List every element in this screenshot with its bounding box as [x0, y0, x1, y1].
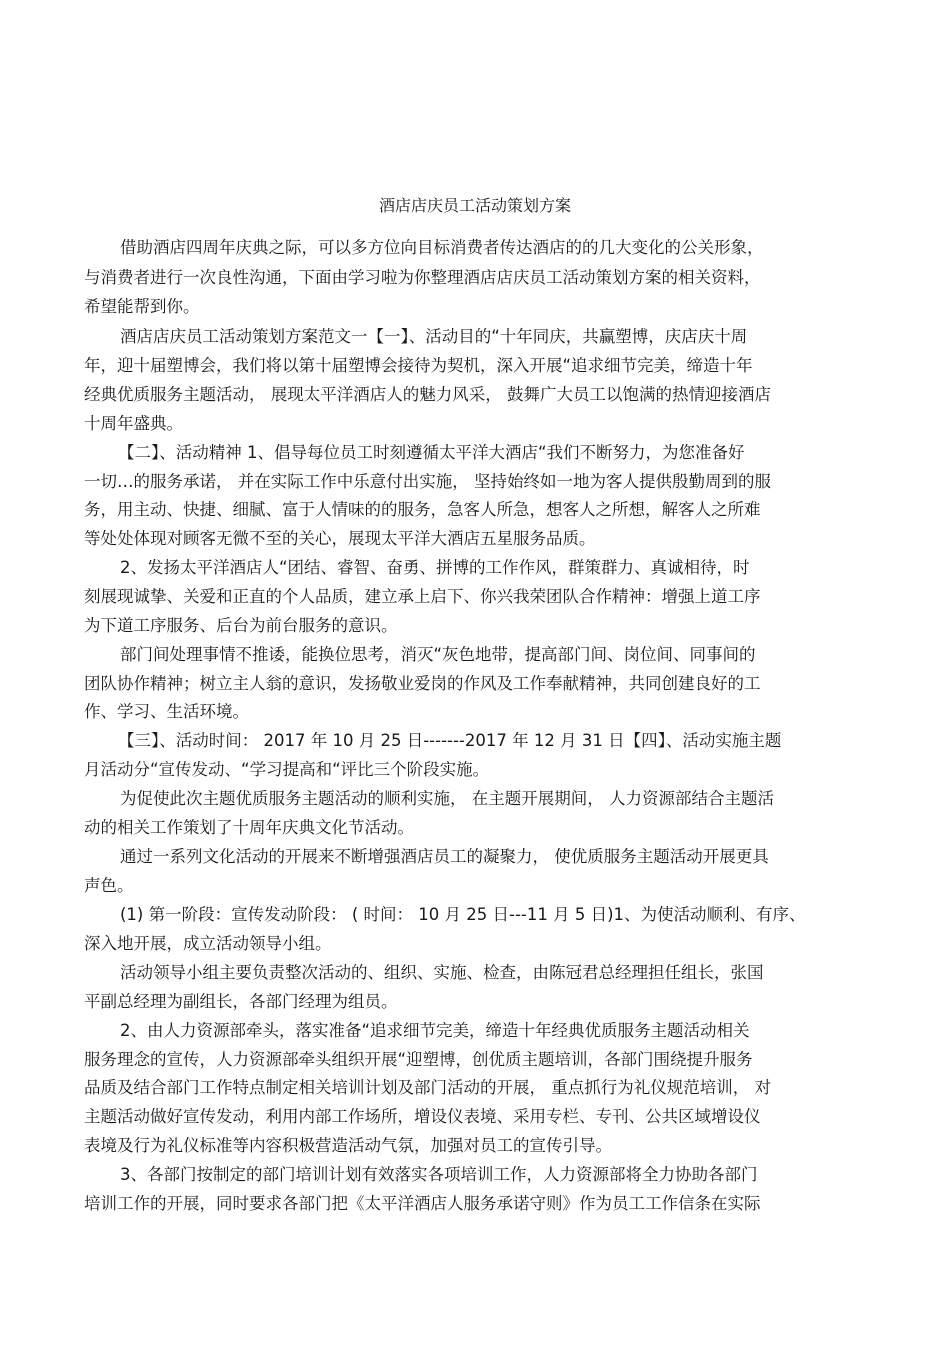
paragraph-line: 务，用主动、快捷、细腻、富于人情味的的服务，急客人所急，想客人之所想，解客人之所难	[84, 500, 761, 519]
paragraph-line: 等处处体现对顾客无微不至的关心，展现太平洋大酒店五星服务品质。	[84, 529, 596, 548]
paragraph-line: 平副总经理为副组长，各部门经理为组员。	[84, 992, 398, 1011]
paragraph-line: 深入地开展，成立活动领导小组。	[84, 934, 332, 953]
paragraph-line: 声色。	[84, 876, 134, 895]
paragraph-line: 2、发扬太平洋酒店人“团结、睿智、奋勇、拼博的工作作风，群策群力、真诚相待，时	[120, 558, 750, 577]
paragraph-line: 活动领导小组主要负责整次活动的、组织、实施、检查，由陈冠君总经理担任组长，张国	[120, 963, 764, 982]
paragraph-line: 培训工作的开展，同时要求各部门把《太平洋酒店人服务承诺守则》作为员工工作信条在实际	[84, 1194, 761, 1213]
paragraph-line: 表境及行为礼仪标准等内容积极营造活动气氛，加强对员工的宣传引导。	[84, 1136, 612, 1155]
paragraph-line: 【三】、活动时间： 2017 年 10 月 25 日-------2017 年 12 月 31 日【四】、活动实施主题	[118, 731, 782, 750]
paragraph-line: 经典优质服务主题活动， 展现太平洋酒店人的魅力风采， 鼓舞广大员工以饱满的热情迎接酒店	[84, 385, 771, 404]
paragraph-line: 酒店店庆员工活动策划方案范文一【一】、活动目的“十年同庆，共赢塑博，庆店庆十周	[120, 327, 748, 346]
paragraph-line: 年，迎十届塑博会，我们将以第十届塑博会接待为契机，深入开展“追求细节完美，缔造十年	[84, 356, 753, 375]
paragraph-line: 团队协作精神；树立主人翁的意识，发扬敬业爱岗的作风及工作奉献精神，共同创建良好的工	[84, 674, 761, 693]
paragraph-line: 品质及结合部门工作特点制定相关培训计划及部门活动的开展， 重点抓行为礼仪规范培训， 对	[84, 1078, 771, 1097]
paragraph-line: 借助酒店四周年庆典之际，可以多方位向目标消费者传达酒店的的几大变化的公关形象，	[120, 238, 764, 257]
paragraph-line: 一切…的服务承诺， 并在实际工作中乐意付出实施， 坚持始终如一地为客人提供殷勤周到的服	[84, 472, 771, 491]
paragraph-line: 与消费者进行一次良性沟通，下面由学习啦为你整理酒店店庆员工活动策划方案的相关资料，	[84, 268, 761, 287]
paragraph-line: (1) 第一阶段：宣传发动阶段： ( 时间： 10 月 25 日---11 月 5 日)1、为使活动顺利、有序、	[120, 905, 806, 924]
paragraph-line: 月活动分“宣传发动、“学习提高和“评比三个阶段实施。	[84, 760, 490, 779]
paragraph-line: 3、各部门按制定的部门培训计划有效落实各项培训工作，人力资源部将全力协助各部门	[120, 1165, 758, 1184]
paragraph-line: 希望能帮到你。	[84, 297, 200, 316]
paragraph-line: 为下道工序服务、后台为前台服务的意识。	[84, 616, 398, 635]
paragraph-line: 服务理念的宣传，人力资源部牵头组织开展“迎塑博，创优质主题培训，各部门围绕提升服务	[84, 1050, 753, 1069]
paragraph-line: 动的相关工作策划了十周年庆典文化节活动。	[84, 818, 414, 837]
document-title: 酒店店庆员工活动策划方案	[378, 196, 571, 215]
paragraph-line: 主题活动做好宣传发动，利用内部工作场所，增设仪表境、采用专栏、专刊、公共区域增设仪	[84, 1107, 761, 1126]
paragraph-line: 刻展现诚挚、关爱和正直的个人品质，建立承上启下、你兴我荣团队合作精神：增强上道工序	[84, 587, 761, 606]
paragraph-line: 通过一系列文化活动的开展来不断增强酒店员工的凝聚力， 使优质服务主题活动开展更具	[120, 847, 769, 866]
paragraph-line: 作、学习、生活环境。	[84, 702, 249, 721]
paragraph-line: 为促使此次主题优质服务主题活动的顺利实施， 在主题开展期间， 人力资源部结合主题活	[120, 789, 774, 808]
paragraph-line: 部门间处理事情不推诿，能换位思考，消灭“灰色地带，提高部门间、岗位间、同事间的	[120, 645, 756, 664]
paragraph-line: 2、由人力资源部牵头，落实准备“追求细节完美，缔造十年经典优质服务主题活动相关	[120, 1021, 750, 1040]
paragraph-line: 【二】、活动精神 1、倡导每位员工时刻遵循太平洋大酒店“我们不断努力，为您准备好	[118, 443, 745, 462]
paragraph-line: 十周年盛典。	[84, 414, 183, 433]
